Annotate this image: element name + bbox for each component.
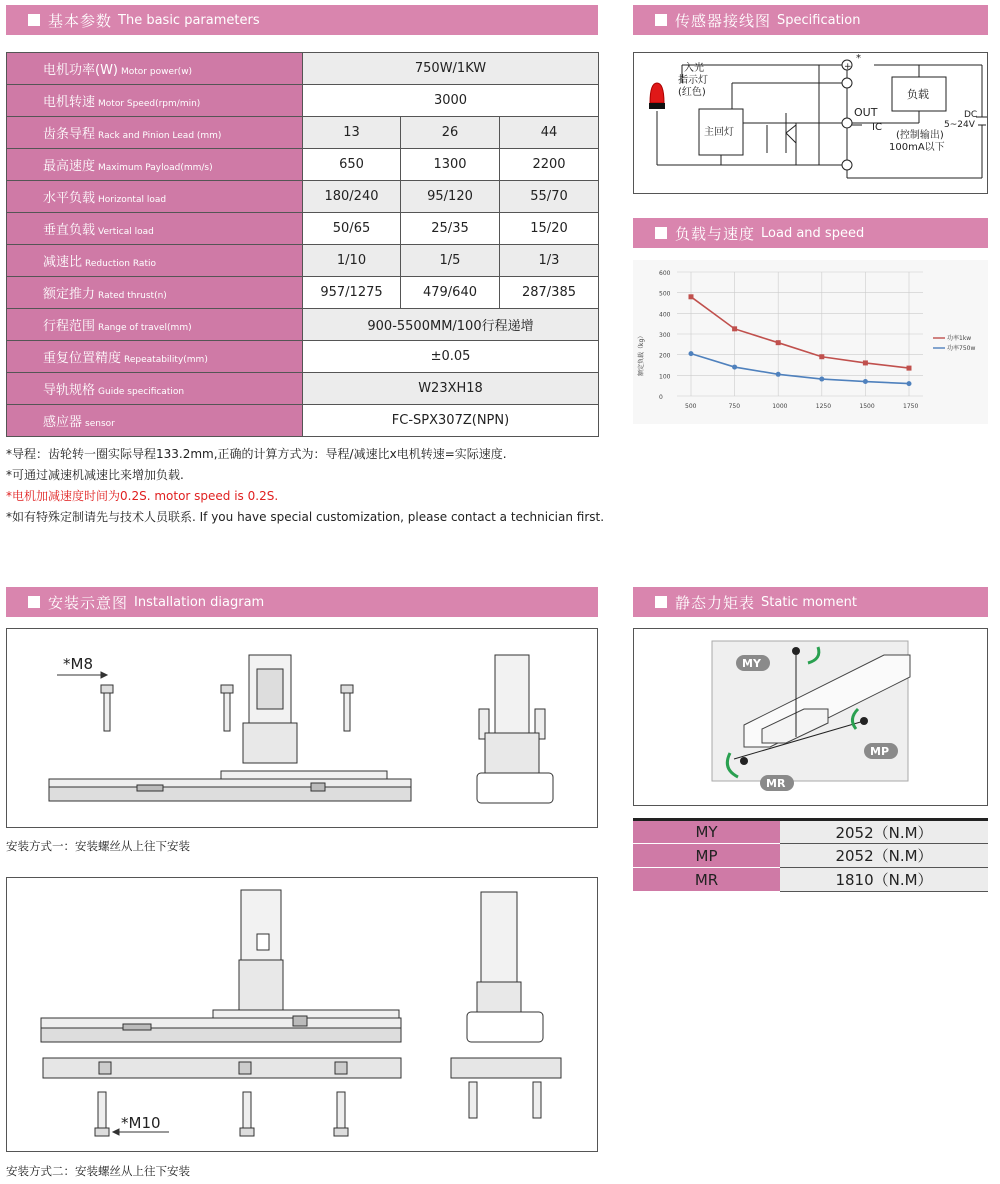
param-value: 13 (303, 117, 401, 149)
param-label-en: Horizontal load (98, 195, 167, 205)
param-row (7, 277, 599, 309)
param-value: 26 (401, 117, 500, 149)
wiring-lamp-label3: (红色) (678, 87, 706, 98)
param-label (7, 341, 303, 373)
load-speed-chart (633, 260, 988, 424)
moment-key: MY (633, 820, 780, 844)
param-row (7, 181, 599, 213)
param-value: 650 (303, 149, 401, 181)
param-value: 2200 (500, 149, 599, 181)
param-row (7, 85, 599, 117)
param-value: 25/35 (401, 213, 500, 245)
param-label (7, 405, 303, 437)
param-label-en: Motor Speed(rpm/min) (98, 99, 201, 109)
header-en: Load and speed (761, 225, 865, 241)
param-label-en: Rated thrust(n) (98, 291, 167, 301)
param-value: 1300 (401, 149, 500, 181)
section-header-load (633, 218, 988, 248)
param-value: 44 (500, 117, 599, 149)
param-label (7, 181, 303, 213)
wiring-lamp-label: 入光 (684, 63, 704, 74)
moment-row (633, 820, 988, 844)
my-label: MY (742, 657, 761, 670)
param-label-zh: 齿条导程 (43, 127, 96, 142)
series-line (691, 354, 909, 384)
param-label-zh: 最高速度 (43, 159, 96, 174)
section-header-install (6, 587, 598, 617)
moment-value: 2052（N.M） (780, 844, 988, 868)
param-label-en: sensor (85, 419, 115, 429)
header-zh: 传感器接线图 (675, 11, 772, 30)
param-value: W23XH18 (303, 373, 599, 405)
header-zh: 安装示意图 (48, 593, 129, 612)
y-tick-label: 300 (659, 332, 671, 339)
param-label-en: Motor power(w) (121, 67, 193, 77)
param-label-zh: 导轨规格 (43, 383, 96, 398)
moment-key: MR (633, 868, 780, 892)
param-value: 1/5 (401, 245, 500, 277)
param-value: 15/20 (500, 213, 599, 245)
notes (6, 444, 604, 528)
moment-key: MP (633, 844, 780, 868)
param-label (7, 309, 303, 341)
param-value: 750W/1KW (303, 53, 599, 85)
param-value: 900-5500MM/100行程递增 (303, 309, 599, 341)
y-tick-label: 500 (659, 290, 671, 298)
header-en: Static moment (761, 594, 857, 610)
data-point (907, 381, 912, 386)
wiring-dc-label: DC (964, 110, 978, 120)
y-tick-label: 0 (659, 394, 663, 401)
wiring-plus-label: + (844, 62, 852, 72)
series-line (691, 297, 909, 368)
header-en: Installation diagram (134, 594, 265, 610)
param-row (7, 53, 599, 85)
data-point (689, 294, 694, 299)
wiring-lamp-label2: 指示灯 (678, 75, 708, 86)
y-tick-label: 400 (659, 311, 671, 319)
wiring-load-label: 负载 (907, 88, 929, 101)
param-row (7, 341, 599, 373)
section-header-static (633, 587, 988, 617)
install-diagram-1 (6, 628, 598, 828)
legend-label: 功率1kw (947, 335, 972, 342)
bolt-icon (341, 685, 353, 731)
param-label-en: Reduction Ratio (85, 259, 156, 269)
x-tick-label: 750 (728, 403, 741, 410)
param-label-en: Vertical load (98, 227, 154, 237)
param-label-zh: 电机转速 (43, 95, 96, 110)
note-load: *可通过减速机减速比来增加负载. (6, 468, 184, 482)
param-value: 180/240 (303, 181, 401, 213)
y-tick-label: 100 (659, 373, 671, 381)
moment-row (633, 844, 988, 868)
param-label (7, 149, 303, 181)
param-label-zh: 电机功率(W) (43, 63, 118, 78)
param-label-zh: 减速比 (43, 255, 83, 270)
x-tick-label: 1750 (903, 403, 919, 410)
param-label (7, 373, 303, 405)
parameter-table (6, 52, 599, 437)
param-row (7, 213, 599, 245)
data-point (689, 351, 694, 356)
param-label-en: Range of travel(mm) (98, 323, 192, 333)
note-accel: *电机加减速度时间为0.2S. motor speed is 0.2S. (6, 489, 279, 503)
mp-label: MP (870, 745, 890, 758)
data-point (863, 360, 868, 365)
static-moment-diagram (633, 628, 988, 806)
data-point (732, 326, 737, 331)
wiring-star-label: * (856, 53, 861, 64)
bolt-icon (240, 1092, 254, 1136)
install-caption-1: 安装方式一：安装螺丝从上往下安装 (6, 839, 190, 853)
param-value: 479/640 (401, 277, 500, 309)
wiring-diagram (633, 52, 988, 194)
bolt-icon (221, 685, 233, 731)
bolt-icon (101, 685, 113, 731)
square-icon (655, 596, 667, 608)
moment-row (633, 868, 988, 892)
param-value: 287/385 (500, 277, 599, 309)
m10-label: *M10 (121, 1114, 161, 1132)
param-value: 3000 (303, 85, 599, 117)
wiring-main-label: 主回灯 (704, 127, 734, 138)
wiring-ic-label: IC (872, 122, 882, 133)
install-diagram-2 (6, 877, 598, 1152)
param-value: ±0.05 (303, 341, 599, 373)
param-value: 1/10 (303, 245, 401, 277)
moment-value: 1810（N.M） (780, 868, 988, 892)
param-label-zh: 垂直负载 (43, 223, 96, 238)
data-point (819, 377, 824, 382)
lamp-icon (650, 83, 664, 103)
param-value: FC-SPX307Z(NPN) (303, 405, 599, 437)
y-tick-label: 600 (659, 270, 671, 277)
note-lead: *导程：齿轮转一圈实际导程133.2mm,正确的计算方式为：导程/减速比x电机转速=实际速度. (6, 447, 507, 461)
param-label-zh: 行程范围 (43, 319, 96, 334)
header-zh: 静态力矩表 (675, 593, 756, 612)
data-point (776, 340, 781, 345)
param-label-en: Guide specification (98, 387, 185, 397)
param-label-en: Rack and Pinion Lead (mm) (98, 131, 222, 141)
bolt-icon (334, 1092, 348, 1136)
data-point (907, 366, 912, 371)
header-en: The basic parameters (118, 12, 260, 28)
param-value: 957/1275 (303, 277, 401, 309)
header-zh: 负载与速度 (675, 224, 756, 243)
wiring-current-label: 100mA以下 (889, 142, 945, 153)
param-label (7, 53, 303, 85)
bolt-icon (95, 1092, 109, 1136)
param-label-en: Maximum Payload(mm/s) (98, 163, 213, 173)
param-row (7, 245, 599, 277)
install-caption-2: 安装方式二：安装螺丝从上往下安装 (6, 1164, 190, 1178)
param-label (7, 117, 303, 149)
load-speed-chart-svg (633, 260, 988, 424)
section-header-basic (6, 5, 598, 35)
wiring-out-label: OUT (854, 106, 878, 119)
square-icon (28, 14, 40, 26)
legend-label: 功率750w (947, 345, 976, 352)
data-point (819, 354, 824, 359)
param-row (7, 149, 599, 181)
y-tick-label: 200 (659, 352, 671, 360)
m8-label: *M8 (63, 655, 93, 673)
note-custom: *如有特殊定制请先与技术人员联系. If you have special customization, please contact a technician first. (6, 510, 605, 524)
param-value: 1/3 (500, 245, 599, 277)
data-point (732, 365, 737, 370)
data-point (776, 372, 781, 377)
param-label (7, 245, 303, 277)
param-label (7, 85, 303, 117)
x-tick-label: 1000 (772, 403, 788, 410)
header-zh: 基本参数 (48, 11, 113, 30)
moment-table (633, 818, 988, 892)
x-tick-label: 1500 (859, 403, 875, 410)
moment-value: 2052（N.M） (780, 820, 988, 844)
x-tick-label: 500 (685, 403, 697, 410)
mr-label: MR (766, 777, 786, 790)
param-label-zh: 感应器 (43, 415, 83, 430)
param-label-en: Repeatability(mm) (124, 355, 208, 365)
param-value: 50/65 (303, 213, 401, 245)
param-label (7, 277, 303, 309)
header-en: Specification (777, 12, 861, 28)
data-point (863, 379, 868, 384)
wiring-ctrl-label: (控制输出) (896, 130, 944, 141)
square-icon (28, 596, 40, 608)
section-header-sensor (633, 5, 988, 35)
square-icon (655, 227, 667, 239)
param-label-zh: 水平负载 (43, 191, 96, 206)
param-row (7, 117, 599, 149)
param-label-zh: 额定推力 (43, 287, 96, 302)
y-axis-label: 额定负载（kg） (638, 332, 645, 376)
param-row (7, 405, 599, 437)
square-icon (655, 14, 667, 26)
x-tick-label: 1250 (815, 403, 832, 410)
param-value: 95/120 (401, 181, 500, 213)
param-row (7, 373, 599, 405)
wiring-volt-label: 5~24V (944, 120, 975, 130)
param-value: 55/70 (500, 181, 599, 213)
param-label (7, 213, 303, 245)
param-label-zh: 重复位置精度 (43, 351, 122, 366)
param-row (7, 309, 599, 341)
